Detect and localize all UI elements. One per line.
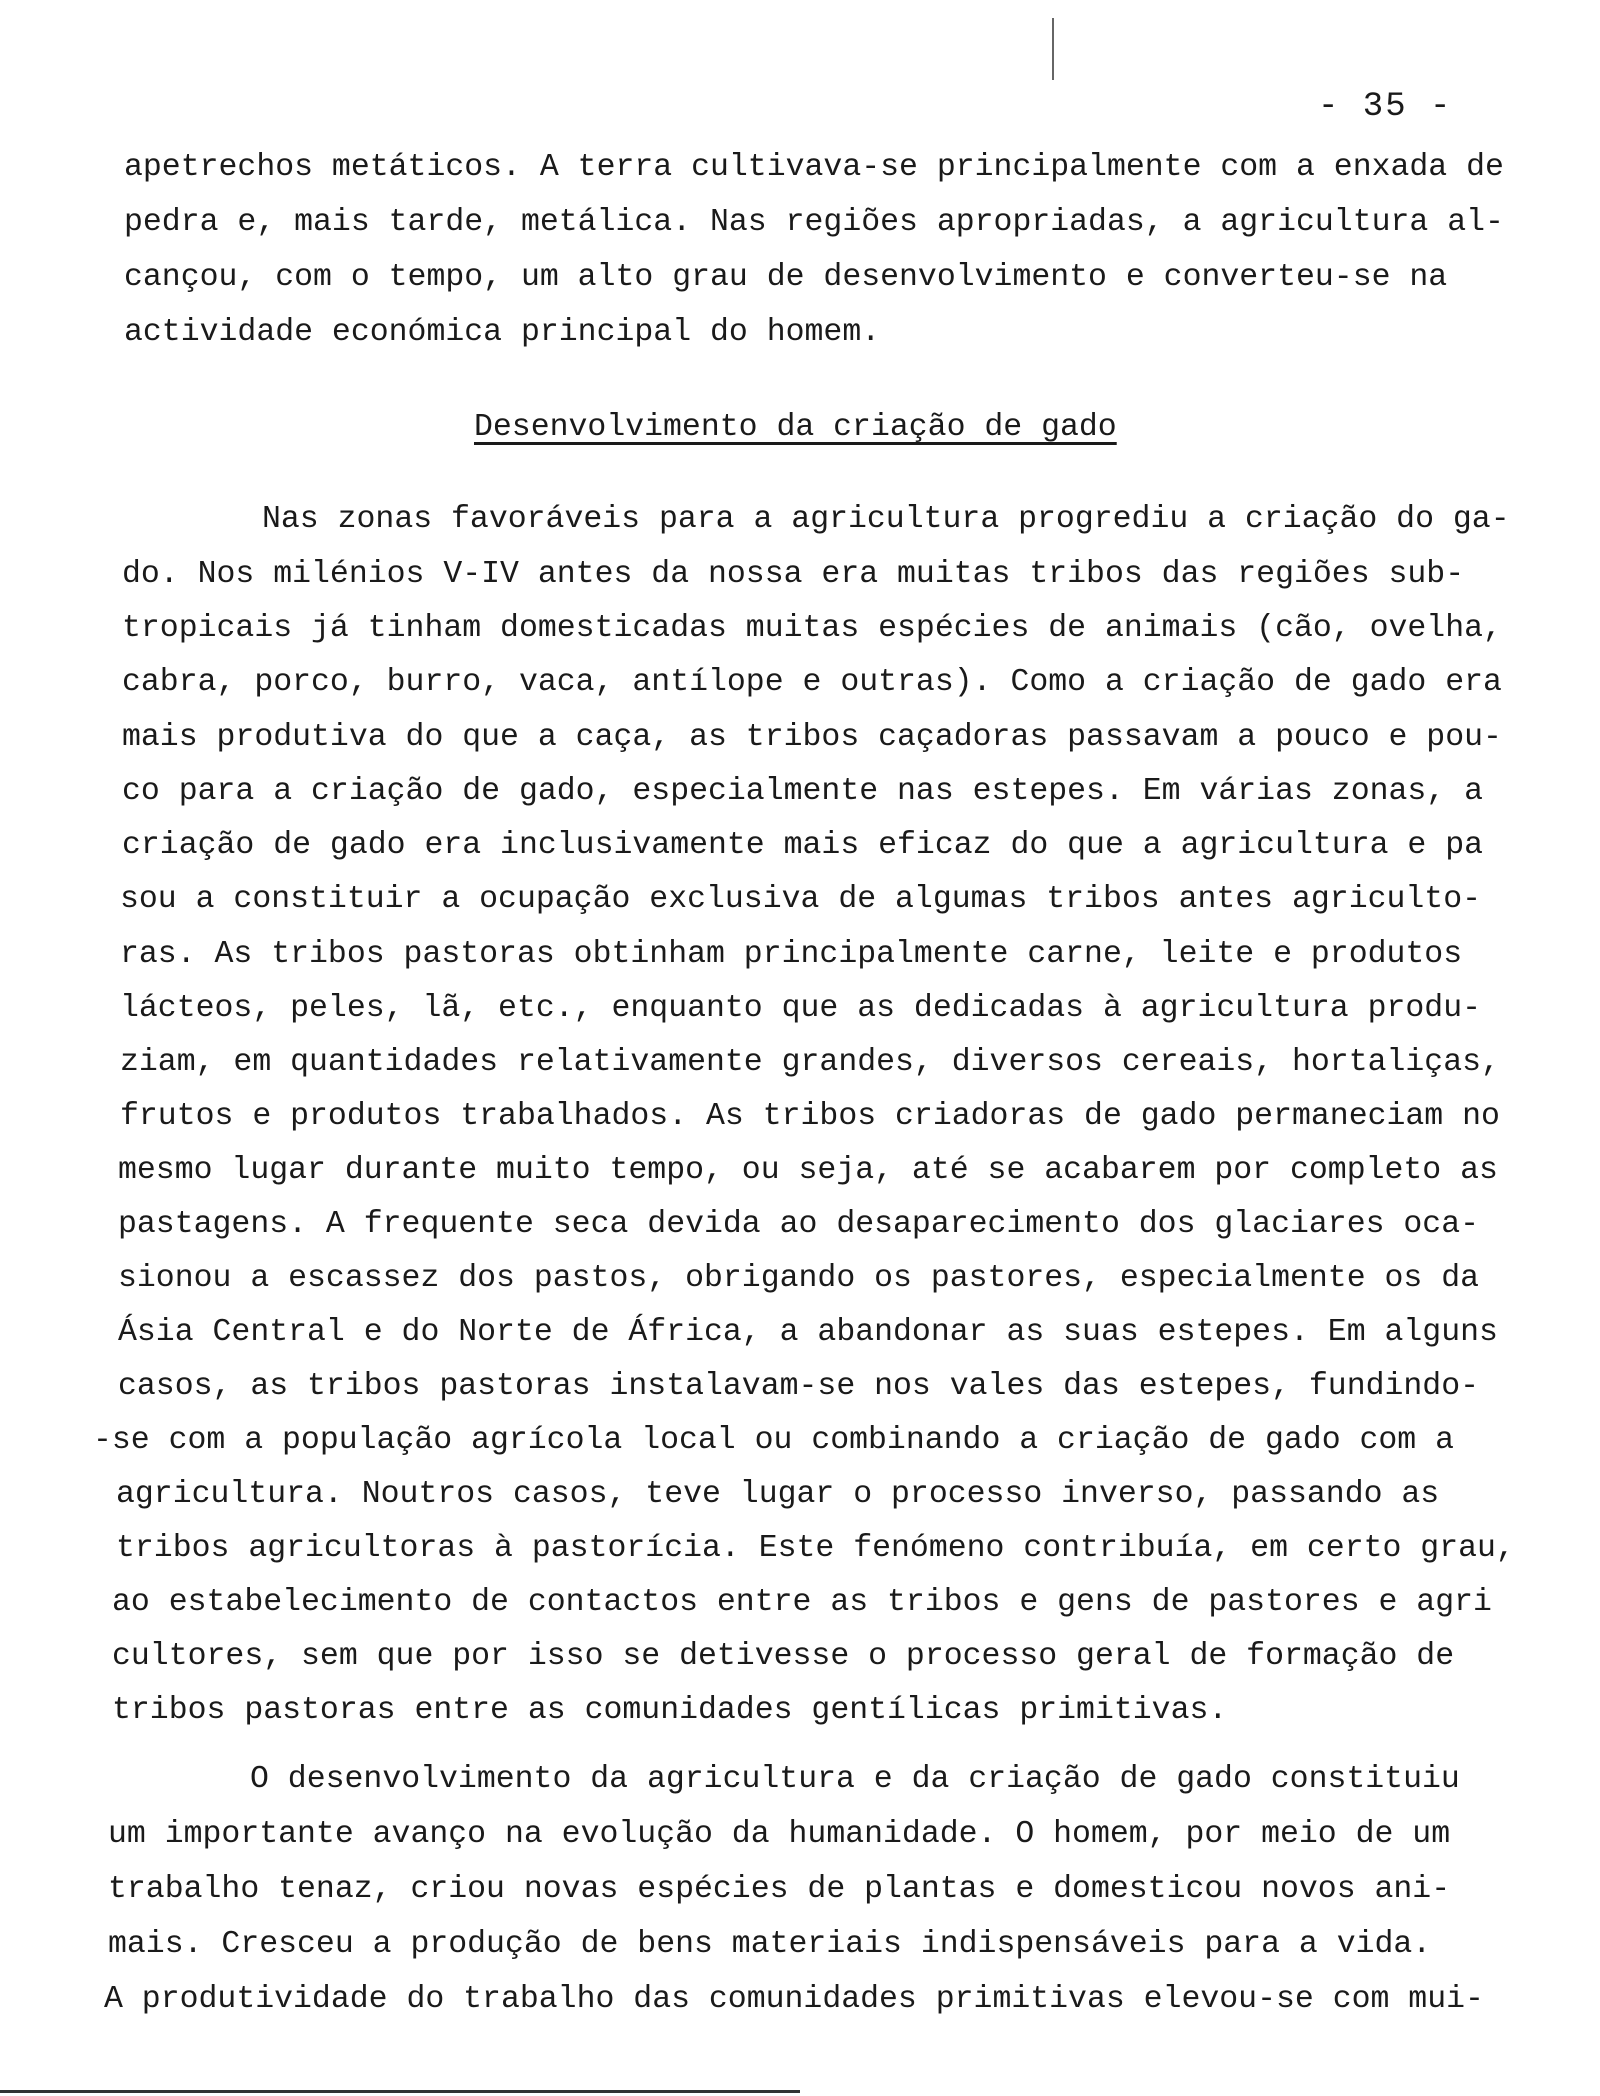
p2-line-5: A produtividade do trabalho das comunidades primitivas elevou-se com mui- <box>104 1982 1484 2017</box>
p0-line-1: apetrechos metáticos. A terra cultivava-se principalmente com a enxada de <box>124 150 1504 185</box>
p0-line-2: pedra e, mais tarde, metálica. Nas regiões apropriadas, a agricultura al- <box>124 205 1504 240</box>
bottom-rule <box>0 2090 800 2093</box>
p1-line-20: tribos agricultoras à pastorícia. Este fenómeno contribuía, em certo grau, <box>116 1531 1515 1566</box>
p1-line-17: casos, as tribos pastoras instalavam-se nos vales das estepes, fundindo- <box>118 1369 1480 1404</box>
p1-line-22: cultores, sem que por isso se detivesse o processo geral de formação de <box>112 1639 1455 1674</box>
p1-line-5: mais produtiva do que a caça, as tribos caçadoras passavam a pouco e pou- <box>122 720 1502 755</box>
p1-line-8: sou a constituir a ocupação exclusiva de algumas tribos antes agriculto- <box>120 882 1482 917</box>
p1-line-10: lácteos, peles, lã, etc., enquanto que as dedicadas à agricultura produ- <box>120 991 1482 1026</box>
p1-line-14: pastagens. A frequente seca devida ao desaparecimento dos glaciares oca- <box>118 1207 1480 1242</box>
page-number: - 35 - <box>1318 88 1453 126</box>
p1-line-19: agricultura. Noutros casos, teve lugar o processo inverso, passando as <box>116 1477 1440 1512</box>
p1-line-16: Ásia Central e do Norte de África, a abandonar as suas estepes. Em alguns <box>118 1315 1498 1350</box>
p1-line-6: co para a criação de gado, especialmente nas estepes. Em várias zonas, a <box>122 774 1484 809</box>
p1-line-9: ras. As tribos pastoras obtinham principalmente carne, leite e produtos <box>120 937 1463 972</box>
p0-line-4: actividade económica principal do homem. <box>124 315 881 350</box>
p2-line-1: O desenvolvimento da agricultura e da criação de gado constituiu <box>250 1762 1460 1797</box>
margin-mark <box>1052 18 1054 80</box>
p1-line-4: cabra, porco, burro, vaca, antílope e outras). Como a criação de gado era <box>122 665 1502 700</box>
p1-line-2: do. Nos milénios V-IV antes da nossa era muitas tribos das regiões sub- <box>122 557 1465 592</box>
p2-line-4: mais. Cresceu a produção de bens materiais indispensáveis para a vida. <box>108 1927 1432 1962</box>
p2-line-2: um importante avanço na evolução da humanidade. O homem, por meio de um <box>108 1817 1451 1852</box>
p1-line-1: Nas zonas favoráveis para a agricultura progrediu a criação do ga- <box>262 502 1510 537</box>
p1-line-11: ziam, em quantidades relativamente grandes, diversos cereais, hortaliças, <box>120 1045 1500 1080</box>
p1-line-15: sionou a escassez dos pastos, obrigando os pastores, especialmente os da <box>118 1261 1480 1296</box>
p1-line-13: mesmo lugar durante muito tempo, ou seja, até se acabarem por completo as <box>118 1153 1498 1188</box>
p0-line-3: cançou, com o tempo, um alto grau de desenvolvimento e converteu-se na <box>124 260 1448 295</box>
section-heading: Desenvolvimento da criação de gado <box>474 410 1117 445</box>
p1-line-23: tribos pastoras entre as comunidades gentílicas primitivas. <box>112 1693 1228 1728</box>
p1-line-18: -se com a população agrícola local ou combinando a criação de gado com a <box>93 1423 1455 1458</box>
p1-line-21: ao estabelecimento de contactos entre as tribos e gens de pastores e agri <box>112 1585 1492 1620</box>
p1-line-7: criação de gado era inclusivamente mais eficaz do que a agricultura e pa <box>122 828 1484 863</box>
p1-line-12: frutos e produtos trabalhados. As tribos criadoras de gado permaneciam no <box>120 1099 1500 1134</box>
p2-line-3: trabalho tenaz, criou novas espécies de plantas e domesticou novos ani- <box>108 1872 1451 1907</box>
p1-line-3: tropicais já tinham domesticadas muitas espécies de animais (cão, ovelha, <box>122 611 1502 646</box>
